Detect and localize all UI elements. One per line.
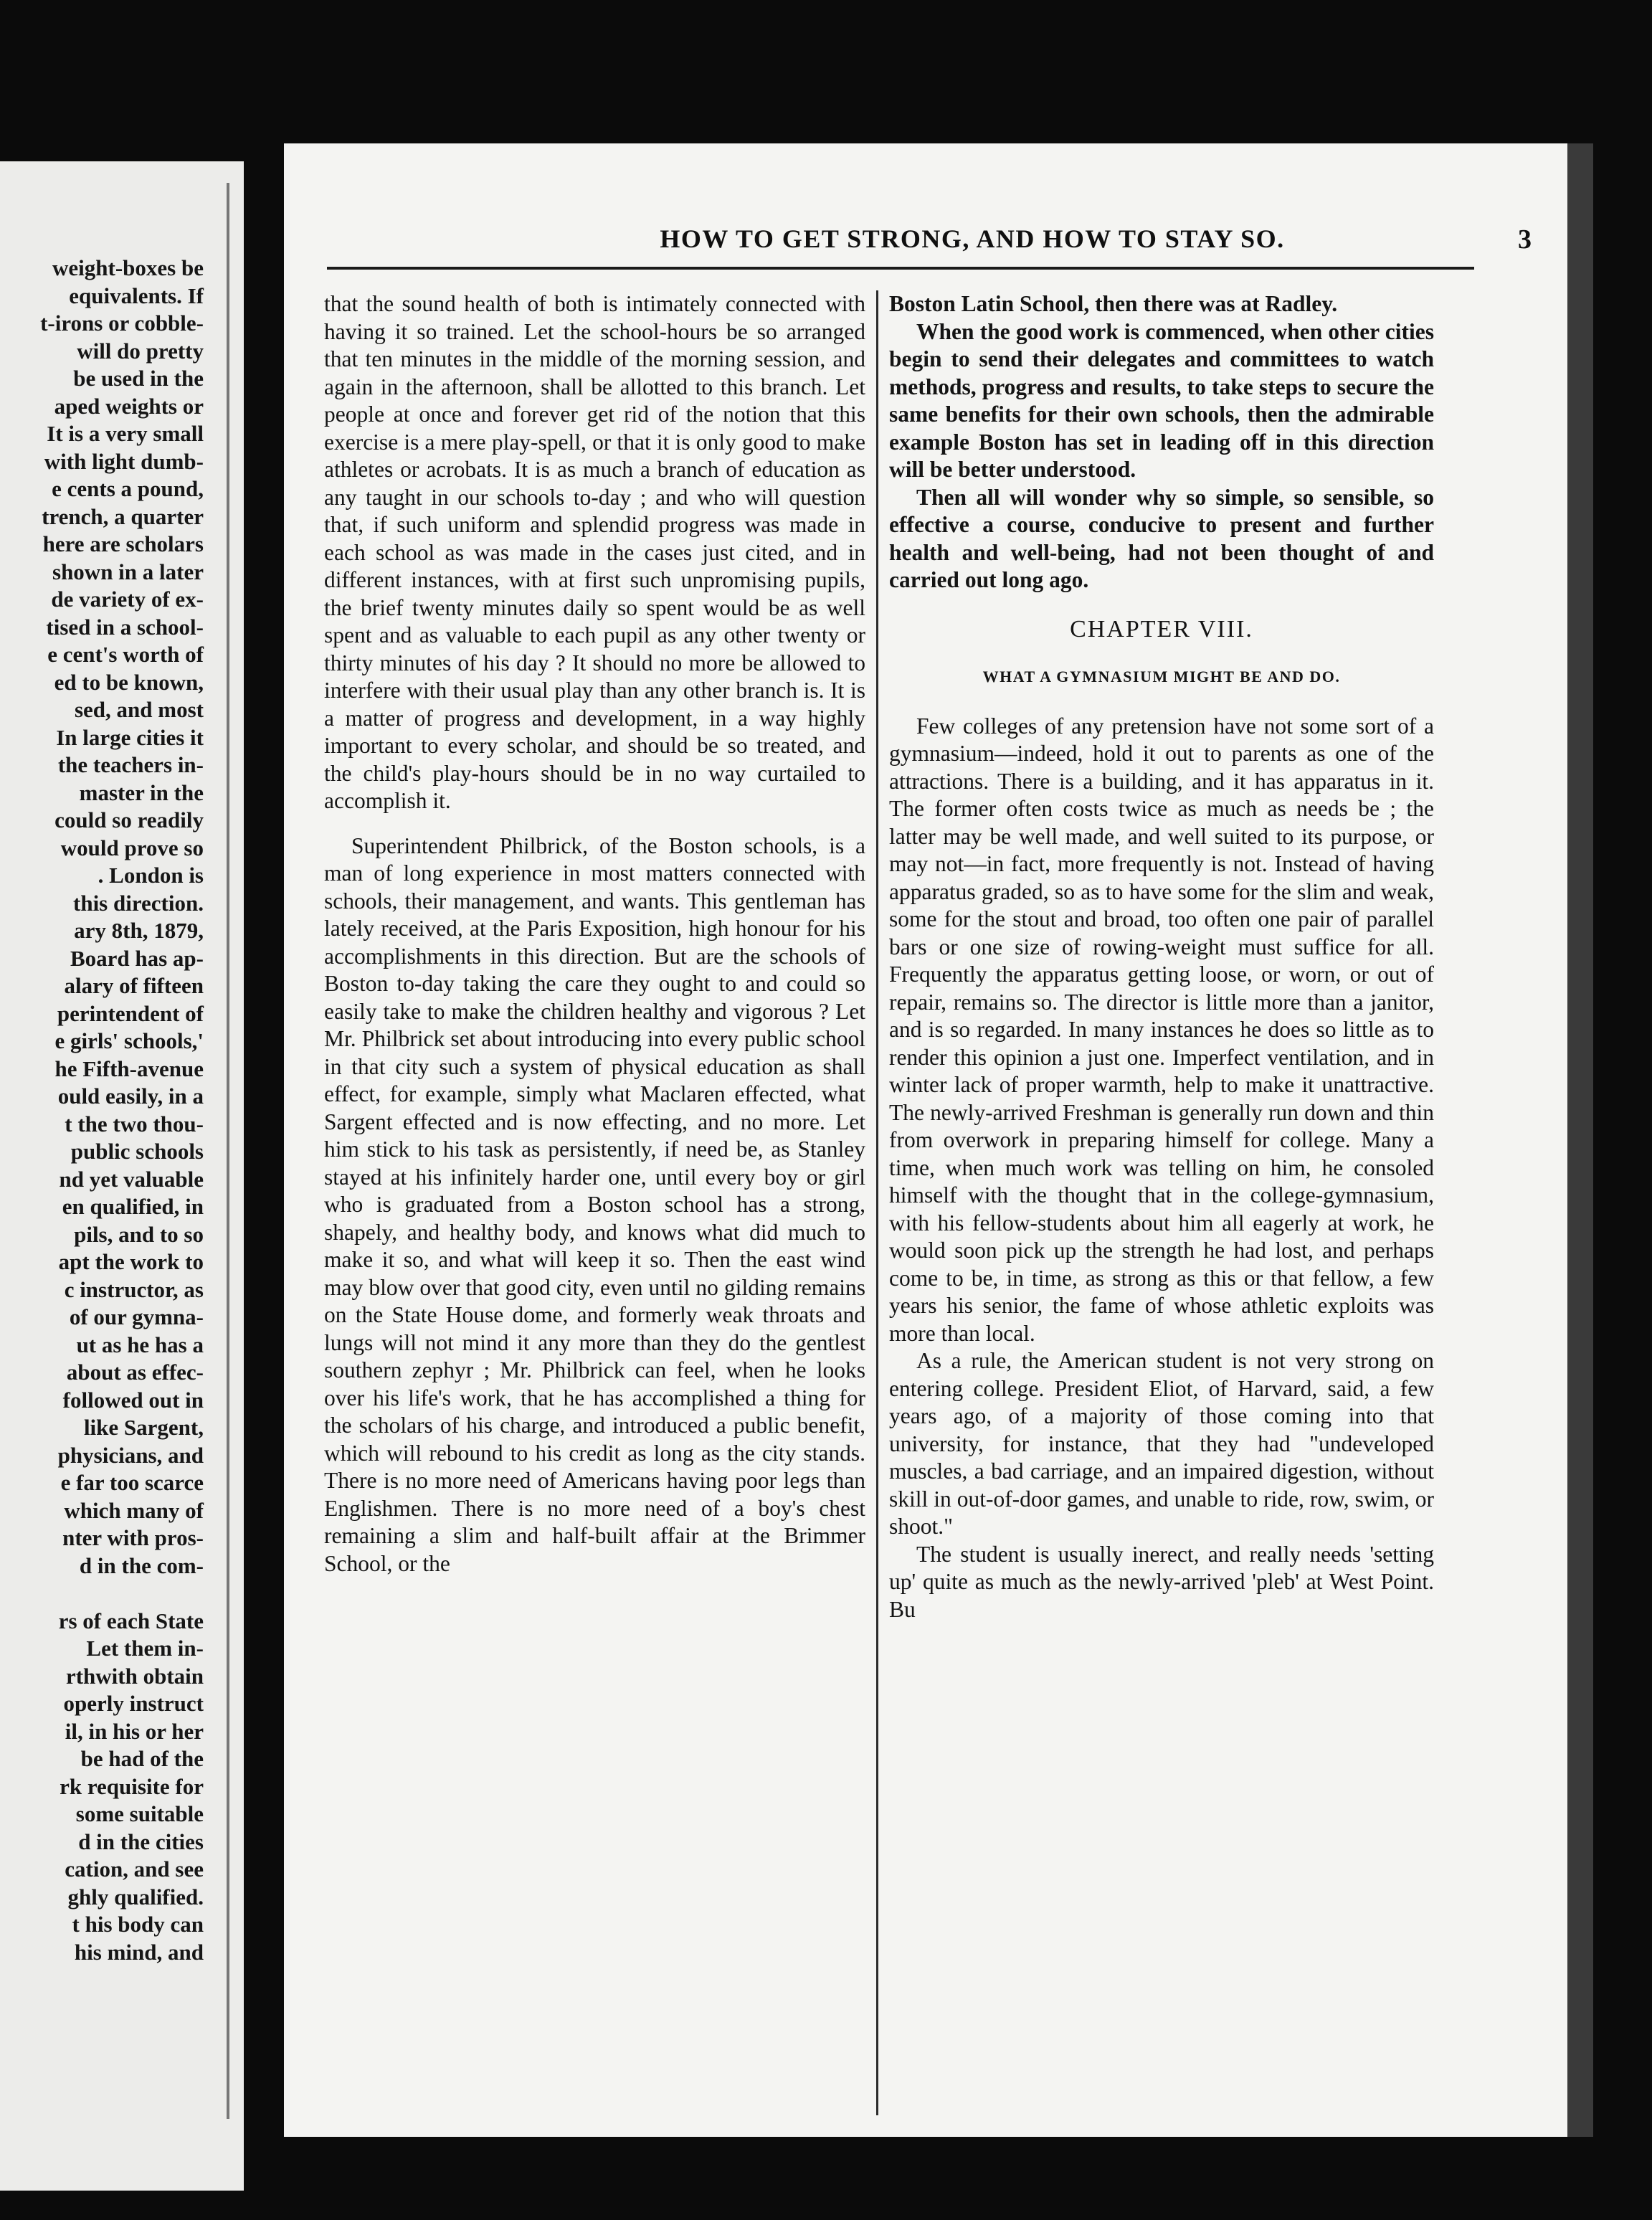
facing-page-line: apt the work to: [58, 1249, 204, 1274]
paragraph: As a rule, the American student is not very strong on entering college. President Eliot, of Harvard, said, a few years ago, of a majority of those coming into that university, for instance, that they had "undeveloped muscles, a bad carriage, and an impaired digestion, without skill in out-of-door games, and unable to ride, row, swim, or shoot.": [889, 1348, 1434, 1539]
facing-page-line: rk requisite for: [60, 1773, 204, 1799]
chapter-subtitle: WHAT A GYMNASIUM MIGHT BE AND DO.: [982, 668, 1341, 686]
paragraph: Superintendent Philbrick, of the Boston schools, is a man of long experience in most matters connected with schools, their management, and wants. This gentleman has lately received, at the Paris Exposition, high honour for his accomplishments in this direction. But are the schools of Boston to-day taking the care they ought to and could so easily take to make the children healthy and vigorous ? Let Mr. Philbrick set about introducing into every public school in that city such a system of physical education as shall effect, for example, simply what Maclaren effected, what Sargent effected and is now effecting, and no more. Let him stick to his task as persistently, if need be, as Stanley stayed at his infinitely harder one, until every boy or girl who is graduated from a Boston school has a strong, shapely, and healthy body, and knows what did much to make it so, and what will keep it so. Then the east wind may blow over that good city, even until no gilding remains on the State House dome, and formerly weak throats and lungs will not mind it any more than they do the gentlest southern zephyr ; Mr. Philbrick can feel, when he looks over his life's work, that he has accomplished a thing for the scholars of his charge, and introduced a public benefit, which will rebound to his credit as long as the city stands. There is no more need of Americans having poor legs than Englishmen. There is no more need of a boy's chest remaining a slim and half-built affair at the Brimmer School, or the: [324, 833, 865, 1576]
facing-page-line: weight-boxes be: [52, 255, 204, 280]
facing-page-line: tised in a school-: [46, 614, 204, 640]
facing-page-line: It is a very small: [47, 421, 204, 446]
facing-page-line: il, in his or her: [65, 1718, 204, 1744]
facing-page-line: here are scholars: [42, 531, 204, 556]
facing-page-line: ut as he has a: [76, 1332, 204, 1357]
facing-page-line: with light dumb-: [44, 448, 204, 474]
facing-page-line: cation, and see: [65, 1856, 204, 1882]
facing-page-line: d in the cities: [78, 1828, 204, 1854]
header-rule: [327, 267, 1474, 270]
facing-page-line: could so readily: [54, 807, 204, 833]
facing-page-line: e girls' schools,': [54, 1028, 204, 1053]
paragraph: Then all will wonder why so simple, so sensible, so effective a course, conducive to present and further health and well-being, had not been thought of and carried out long ago.: [889, 484, 1434, 592]
paragraph: When the good work is commenced, when other cities begin to send their delegates and committees to watch methods, progress and results, to take steps to secure the same benefits for their own schools, then the admirable example Boston has set in leading off in this direction will be better understood.: [889, 318, 1434, 482]
facing-page-line: would prove so: [60, 835, 204, 860]
facing-page-line: will do pretty: [77, 338, 204, 364]
facing-page-line: e far too scarce: [60, 1470, 204, 1495]
page-edge-rule: [227, 183, 229, 2119]
facing-page-line: which many of: [64, 1497, 204, 1523]
facing-page-line: t his body can: [72, 1912, 204, 1937]
facing-page-line: he Fifth-avenue: [54, 1056, 204, 1081]
facing-page-line: some suitable: [75, 1801, 204, 1826]
facing-page-line: In large cities it: [56, 724, 204, 750]
page-header: [327, 224, 1532, 267]
facing-page-line: aped weights or: [54, 393, 204, 419]
text-column-right: [889, 290, 1434, 1623]
facing-page-line: d in the com-: [79, 1552, 204, 1578]
facing-page-line: nter with pros-: [62, 1525, 204, 1550]
facing-page-line: de variety of ex-: [51, 587, 204, 612]
facing-page-line: alary of fifteen: [64, 973, 204, 998]
facing-page-line: e cent's worth of: [47, 642, 204, 667]
facing-page-line: be used in the: [73, 366, 204, 391]
facing-page-line: followed out in: [62, 1387, 204, 1413]
facing-page-line: e cents a pound,: [52, 476, 204, 501]
facing-page-line: master in the: [79, 779, 204, 805]
facing-page-line: public schools: [70, 1139, 204, 1164]
facing-page-line: t-irons or cobble-: [40, 310, 204, 336]
facing-page-line: nd yet valuable: [59, 1166, 204, 1192]
facing-page-line: ed to be known,: [54, 669, 204, 695]
facing-page-line: equivalents. If: [69, 283, 204, 308]
facing-page-line: about as effec-: [66, 1360, 204, 1385]
facing-page-text: [0, 255, 204, 1966]
facing-page-line: trench, a quarter: [42, 503, 204, 529]
facing-page-line: be had of the: [80, 1746, 204, 1771]
page-shadow: [1567, 143, 1593, 2137]
column-divider: [876, 290, 878, 2115]
facing-page-line: rs of each State: [58, 1608, 204, 1633]
paragraph: Few colleges of any pretension have not some sort of a gymnasium—indeed, hold it out to parents as one of the attractions. There is a building, and it has apparatus in it. The former often costs twice as much as needs be ; the latter may be well made, and well suited to its purpose, or may not—in fact, more frequently is not. Instead of having apparatus graded, so as to have some for the slim and weak, some for the stout and broad, too often one pair of parallel bars or one size of rowing-weight must suffice for all. Frequently the apparatus getting loose, or worn, or out of repair, remains so. The director is little more than a janitor, and is so regarded. In many instances he does so little as to render this opinion a just one. Imperfect ventilation, and in winter lack of proper warmth, help to make it unattractive. The newly-arrived Freshman is generally run down and thin from overwork in preparing himself for college. Many a time, when much work was telling on him, he consoled himself with the thought that in the college-gymnasium, with his fellow-students about him all eagerly at work, he would soon pick up the strength he had lost, and perhaps come to be, in time, as strong as this or that fellow, a few years his senior, the fame of whose athletic exploits was more than local.: [889, 713, 1434, 1346]
paragraph: The student is usually inerect, and really needs 'setting up' quite as much as the newly-arrived 'pleb' at West Point. Bu: [889, 1541, 1434, 1622]
facing-page-line: ould easily, in a: [57, 1083, 204, 1109]
facing-page-line: shown in a later: [52, 559, 204, 584]
text-column-left: [324, 290, 865, 1578]
facing-page-line: . London is: [98, 863, 204, 888]
paragraph: Boston Latin School, then there was at Radley.: [889, 291, 1338, 316]
page-number: 3: [1518, 224, 1532, 255]
chapter-title: CHAPTER VIII.: [1070, 615, 1253, 642]
facing-page-line: sed, and most: [74, 697, 204, 722]
facing-page-line: c instructor, as: [64, 1276, 204, 1302]
facing-page-line: Board has ap-: [70, 945, 204, 971]
book-page: [284, 143, 1567, 2137]
facing-page-line: ghly qualified.: [67, 1884, 204, 1910]
facing-page-line: t the two thou-: [65, 1111, 204, 1137]
facing-page-line: pils, and to so: [74, 1221, 204, 1247]
facing-page-line: operly instruct: [63, 1691, 204, 1716]
facing-page-line: like Sargent,: [83, 1415, 204, 1440]
paragraph: that the sound health of both is intimately connected with having it so trained. Let the school-hours be so arranged that ten minutes in the middle of the morning session, and again in the afternoon, shall be allotted to this branch. Let people at once and forever get rid of the notion that this exercise is a mere play-spell, or that it is only good to make athletes or acrobats. It is as much a branch of education as any taught in our schools to-day ; and who will question that, if such uniform and splendid progress was made in each school as was made in the cases just cited, and in different instances, with at first such unpromising pupils, the brief twenty minutes daily so spent would be as well spent and as valuable to each pupil as any other twenty or thirty minutes of his day ? It should no more be allowed to interfere with their usual play than any other branch is. It is a matter of progress and development, in a way highly important to every scholar, and should be so treated, and the child's play-hours should be in no way curtailed to accomplish it.: [324, 291, 865, 813]
facing-page-line: ary 8th, 1879,: [74, 918, 204, 943]
facing-page-line: rthwith obtain: [65, 1663, 204, 1689]
facing-page-line: Let them in-: [86, 1636, 204, 1661]
facing-page-line: the teachers in-: [57, 752, 204, 777]
facing-page-line: en qualified, in: [62, 1194, 204, 1219]
facing-page-fragment: [0, 161, 244, 2191]
facing-page-line: his mind, and: [74, 1939, 204, 1965]
running-title: HOW TO GET STRONG, AND HOW TO STAY SO.: [660, 224, 1285, 253]
facing-page-line: [0, 1580, 204, 1608]
facing-page-line: this direction.: [73, 890, 204, 916]
facing-page-line: physicians, and: [57, 1442, 204, 1468]
facing-page-line: of our gymna-: [69, 1304, 204, 1329]
facing-page-line: perintendent of: [57, 1000, 204, 1026]
